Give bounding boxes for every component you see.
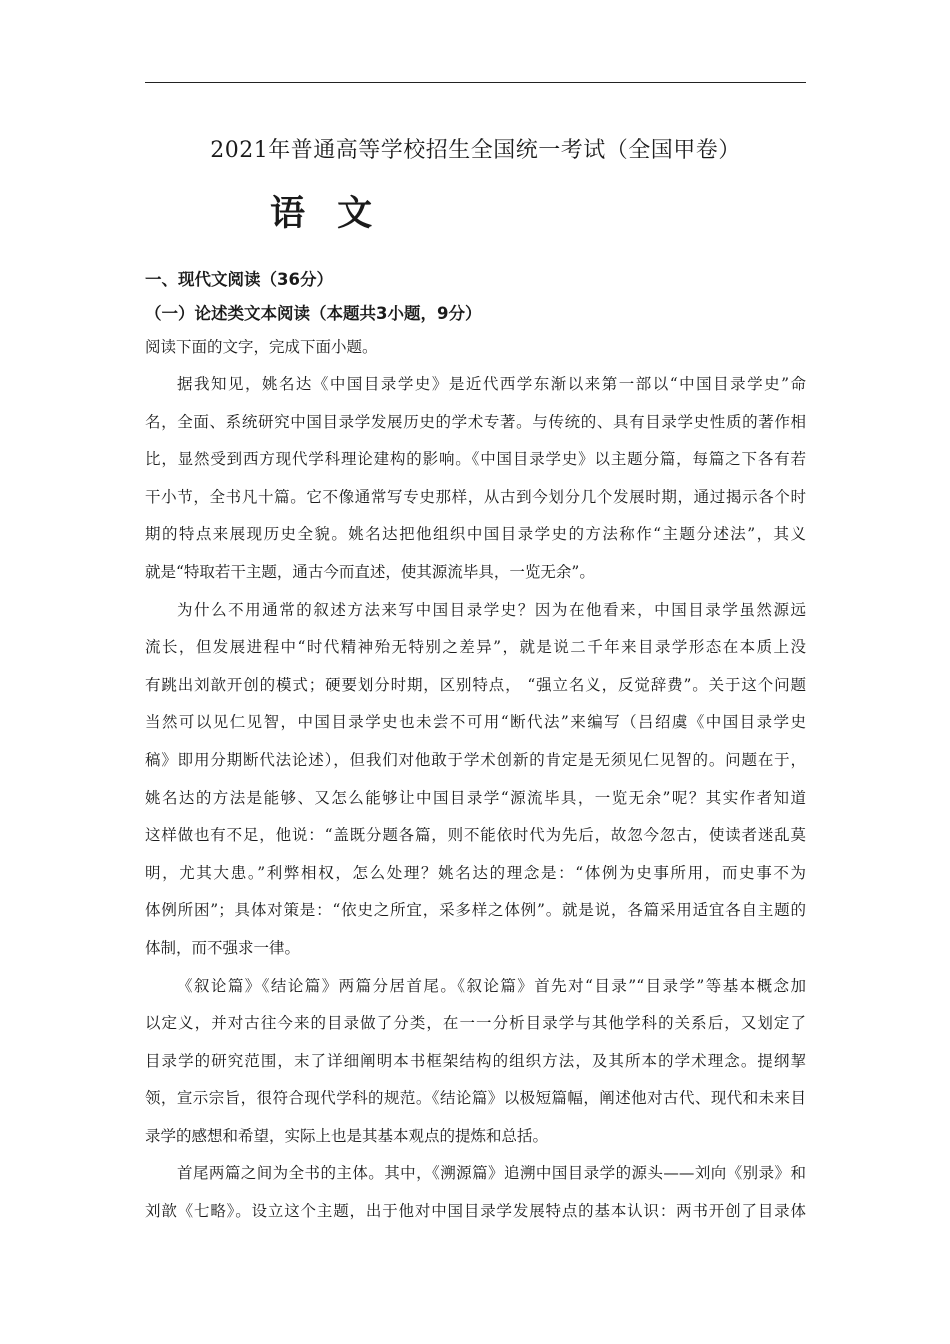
subject-title: 语 文 bbox=[270, 194, 383, 234]
passage-line: 刘歆《七略》。设立这个主题，出于他对中国目录学发展特点的基本认识：两书开创了目录体 bbox=[145, 1202, 806, 1221]
passage-line: 为什么不用通常的叙述方法来写中国目录学史？因为在他看来，中国目录学虽然源远 bbox=[177, 600, 806, 619]
passage-line: 流长，但发展进程中“时代精神殆无特别之差异”，就是说二千年来目录学形态在本质上没 bbox=[145, 638, 806, 657]
passage-line: 期的特点来展现历史全貌。姚名达把他组织中国目录学史的方法称作“主题分述法”，其义 bbox=[145, 525, 806, 544]
passage-body bbox=[145, 366, 806, 1231]
passage-line: 名，全面、系统研究中国目录学发展历史的学术专著。与传统的、具有目录学史性质的著作相 bbox=[145, 412, 806, 431]
passage-line: 干小节，全书凡十篇。它不像通常写专史那样，从古到今划分几个发展时期，通过揭示各个时 bbox=[145, 487, 806, 506]
passage-line: 《叙论篇》《结论篇》两篇分居首尾。《叙论篇》首先对“目录”“目录学”等基本概念加 bbox=[177, 976, 806, 995]
passage-line: 明，尤其大患。”利弊相权，怎么处理？姚名达的理念是：“体例为史事所用，而史事不为 bbox=[145, 863, 806, 882]
passage-line: 稿》即用分期断代法论述），但我们对他敢于学术创新的肯定是无须见仁见智的。问题在于， bbox=[145, 750, 806, 769]
passage-line: 首尾两篇之间为全书的主体。其中，《溯源篇》追溯中国目录学的源头——刘向《别录》和 bbox=[177, 1164, 806, 1183]
passage-line: 体例所困”；具体对策是：“依史之所宜，采多样之体例”。就是说，各篇采用适宜各自主题的 bbox=[145, 901, 806, 920]
passage-line: 目录学的研究范围，末了详细阐明本书框架结构的组织方法，及其所本的学术理念。提纲挈 bbox=[145, 1051, 806, 1070]
passage-line: 录学的感想和希望，实际上也是其基本观点的提炼和总括。 bbox=[145, 1126, 549, 1145]
section-heading-modern-reading: 一、现代文阅读（36分） bbox=[145, 270, 333, 289]
passage-line: 比，显然受到西方现代学科理论建构的影响。《中国目录学史》以主题分篇，每篇之下各有若 bbox=[145, 450, 806, 469]
passage-line: 领，宣示宗旨，很符合现代学科的规范。《结论篇》以极短篇幅，阐述他对古代、现代和未来目 bbox=[145, 1089, 806, 1108]
passage-line: 有跳出刘歆开创的模式；硬要划分时期，区别特点， “强立名义，反觉辞费”。关于这个问题 bbox=[145, 675, 806, 694]
subsection-heading-argumentative: （一）论述类文本阅读（本题共3小题，9分） bbox=[145, 304, 482, 323]
passage-line: 体制，而不强求一律。 bbox=[145, 938, 301, 957]
passage-line: 姚名达的方法是能够、又怎么能够让中国目录学“源流毕具，一览无余”呢？其实作者知道 bbox=[145, 788, 806, 807]
passage-line: 据我知见，姚名达《中国目录学史》是近代西学东渐以来第一部以“中国目录学史”命 bbox=[177, 375, 806, 393]
exam-title: 2021年普通高等学校招生全国统一考试（全国甲卷） bbox=[210, 138, 741, 163]
passage-line: 当然可以见仁见智，中国目录学史也未尝不可用“断代法”来编写（吕绍虞《中国目录学史 bbox=[145, 713, 806, 732]
passage-line: 这样做也有不足，他说：“盖既分题各篇，则不能依时代为先后，故忽今忽古，使读者迷乱莫 bbox=[145, 826, 806, 845]
passage-line: 就是“特取若干主题，通古今而直述，使其源流毕具，一览无余”。 bbox=[145, 562, 595, 581]
reading-instruction: 阅读下面的文字，完成下面小题。 bbox=[145, 338, 378, 356]
header-rule bbox=[145, 82, 806, 83]
passage-line: 以定义，并对古往今来的目录做了分类，在一一分析目录学与其他学科的关系后，又划定了 bbox=[145, 1014, 806, 1033]
